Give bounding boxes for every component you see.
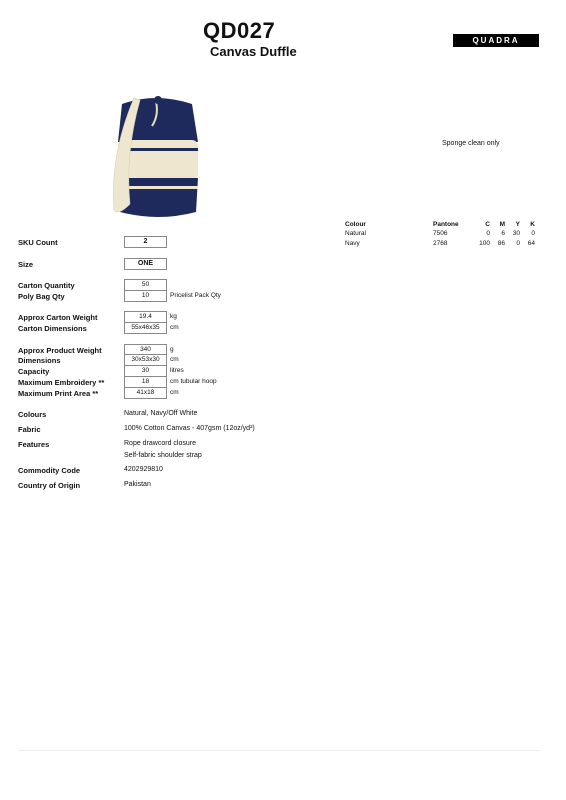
- size-label: Size: [18, 260, 34, 269]
- table-cell: 6: [501, 230, 505, 237]
- dimensions-value: 30x53x30: [124, 354, 167, 366]
- carton-dimensions-label: Carton Dimensions: [18, 324, 87, 333]
- poly-bag-qty-label: Poly Bag Qty: [18, 292, 65, 301]
- poly-bag-qty-value: 10: [124, 290, 167, 302]
- carton-quantity-label: Carton Quantity: [18, 281, 75, 290]
- dimensions-unit: cm: [170, 356, 179, 363]
- capacity-value: 30: [124, 365, 167, 377]
- max-embroidery-label: Maximum Embroidery **: [18, 378, 105, 387]
- footer-divider: [18, 750, 540, 751]
- c-header: C: [485, 221, 490, 228]
- table-cell: 0: [516, 240, 520, 247]
- product-weight-label: Approx Product Weight: [18, 346, 102, 355]
- features-label: Features: [18, 440, 50, 449]
- capacity-label: Capacity: [18, 367, 50, 376]
- carton-quantity-value: 50: [124, 279, 167, 291]
- table-cell: 0: [531, 230, 535, 237]
- product-weight-unit: g: [170, 346, 174, 353]
- max-embroidery-value: 18: [124, 376, 167, 388]
- table-cell: 86: [497, 240, 505, 247]
- table-cell: 64: [527, 240, 535, 247]
- carton-weight-value: 19.4: [124, 311, 167, 323]
- product-weight-value: 340: [124, 344, 167, 356]
- carton-weight-label: Approx Carton Weight: [18, 313, 98, 322]
- carton-weight-unit: kg: [170, 313, 177, 320]
- brand-logo: QUADRA: [453, 34, 539, 47]
- colours-value: Natural, Navy/Off White: [124, 410, 198, 417]
- poly-bag-qty-note: Pricelist Pack Qty: [170, 292, 221, 299]
- sku-count-value: 2: [124, 236, 167, 248]
- product-name: Canvas Duffle: [210, 44, 297, 59]
- colour-header: Colour: [345, 221, 366, 228]
- commodity-code-value: 4202929810: [124, 466, 163, 473]
- feature-item: Rope drawcord closure: [124, 440, 196, 447]
- y-header: Y: [515, 221, 520, 228]
- product-image: [100, 94, 210, 224]
- commodity-code-label: Commodity Code: [18, 466, 81, 475]
- country-of-origin-value: Pakistan: [124, 481, 151, 488]
- capacity-unit: litres: [170, 367, 184, 374]
- size-value: ONE: [124, 258, 167, 270]
- m-header: M: [499, 221, 505, 228]
- table-cell: Navy: [345, 240, 360, 247]
- carton-dimensions-unit: cm: [170, 324, 179, 331]
- dimensions-label: Dimensions: [18, 356, 61, 365]
- colours-label: Colours: [18, 410, 47, 419]
- country-of-origin-label: Country of Origin: [18, 481, 81, 490]
- max-embroidery-unit: cm tubular hoop: [170, 378, 217, 385]
- fabric-label: Fabric: [18, 425, 41, 434]
- table-cell: 100: [479, 240, 490, 247]
- sku-count-label: SKU Count: [18, 238, 58, 247]
- table-cell: 2768: [433, 240, 448, 247]
- feature-item: Self-fabric shoulder strap: [124, 452, 202, 459]
- pantone-header: Pantone: [433, 221, 459, 228]
- table-cell: 7506: [433, 230, 448, 237]
- max-print-area-unit: cm: [170, 389, 179, 396]
- product-code: QD027: [203, 18, 276, 43]
- care-instructions: Sponge clean only: [442, 140, 500, 147]
- table-cell: 30: [512, 230, 520, 237]
- max-print-area-value: 41x18: [124, 387, 167, 399]
- max-print-area-label: Maximum Print Area **: [18, 389, 99, 398]
- table-cell: Natural: [345, 230, 366, 237]
- k-header: K: [530, 221, 535, 228]
- table-cell: 0: [486, 230, 490, 237]
- fabric-value: 100% Cotton Canvas - 407gsm (12oz/yd²): [124, 425, 255, 432]
- carton-dimensions-value: 55x46x35: [124, 322, 167, 334]
